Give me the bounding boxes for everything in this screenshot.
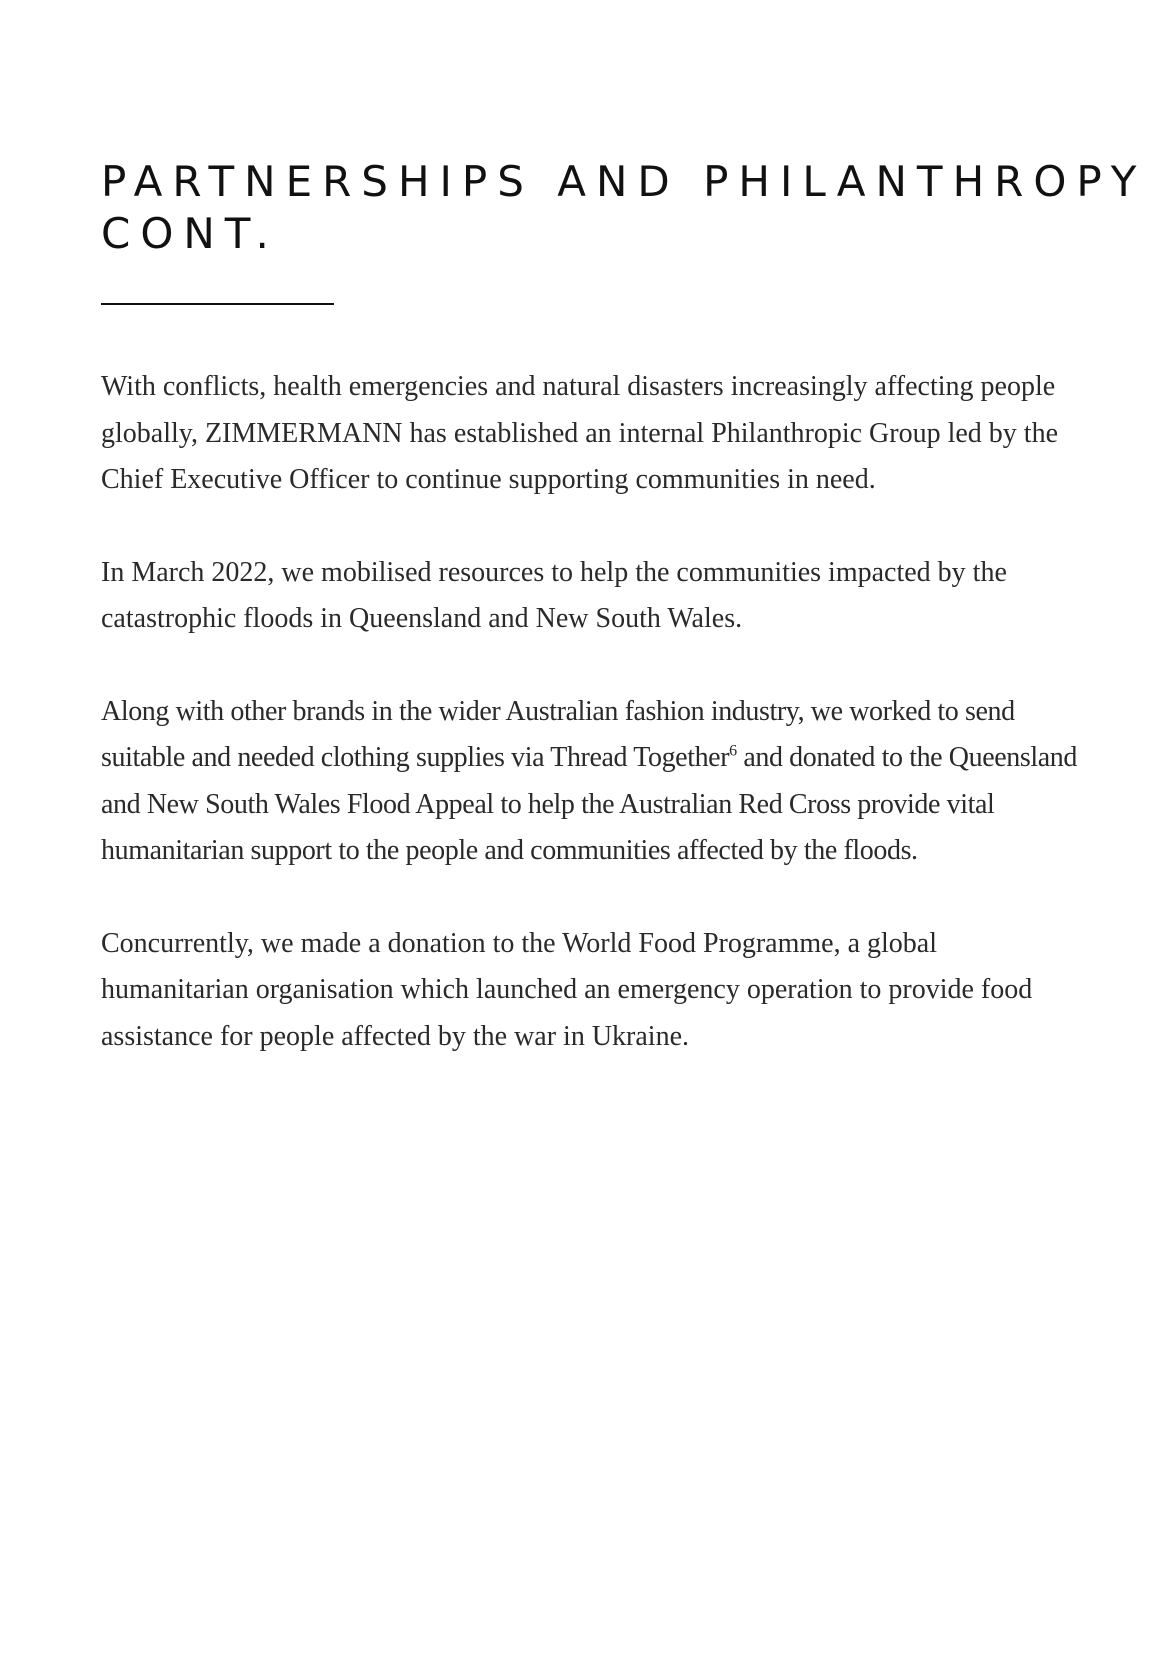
title-underline-divider	[101, 303, 334, 305]
footnote-reference: 6	[729, 742, 737, 760]
page-title-line-2: CONT.	[101, 209, 279, 258]
page-title	[101, 156, 1147, 260]
paragraph-thread-together-part-2: and donated to the Queensland and New South Wales Flood Appeal to help the Australian Red Cross provide vital humanitarian support to the people and communities affected by the floods.	[101, 742, 1077, 866]
paragraph-thread-together	[101, 689, 1091, 875]
paragraph-philanthropic-group: With conflicts, health emergencies and natural disasters increasingly affecting people globally, ZIMMERMANN has established an internal Philanthropic Group led by the Chief Executive Officer to continue supporting communities in need.	[101, 371, 1059, 495]
paragraph-flood-response: In March 2022, we mobilised resources to help the communities impacted by the catastrophic floods in Queensland and New South Wales.	[101, 556, 1007, 634]
paragraph-world-food-programme: Concurrently, we made a donation to the World Food Programme, a global humanitarian organisation which launched an emergency operation to provide food assistance for people affected by the war in Ukraine.	[101, 927, 1033, 1052]
page-title-line-1: PARTNERSHIPS AND PHILANTHROPY	[101, 157, 1147, 206]
paragraph-thread-together-part-1: Along with other brands in the wider Australian fashion industry, we worked to send suitable and needed clothing supplies via Thread Together	[101, 695, 1015, 773]
body-text	[101, 364, 1091, 1106]
